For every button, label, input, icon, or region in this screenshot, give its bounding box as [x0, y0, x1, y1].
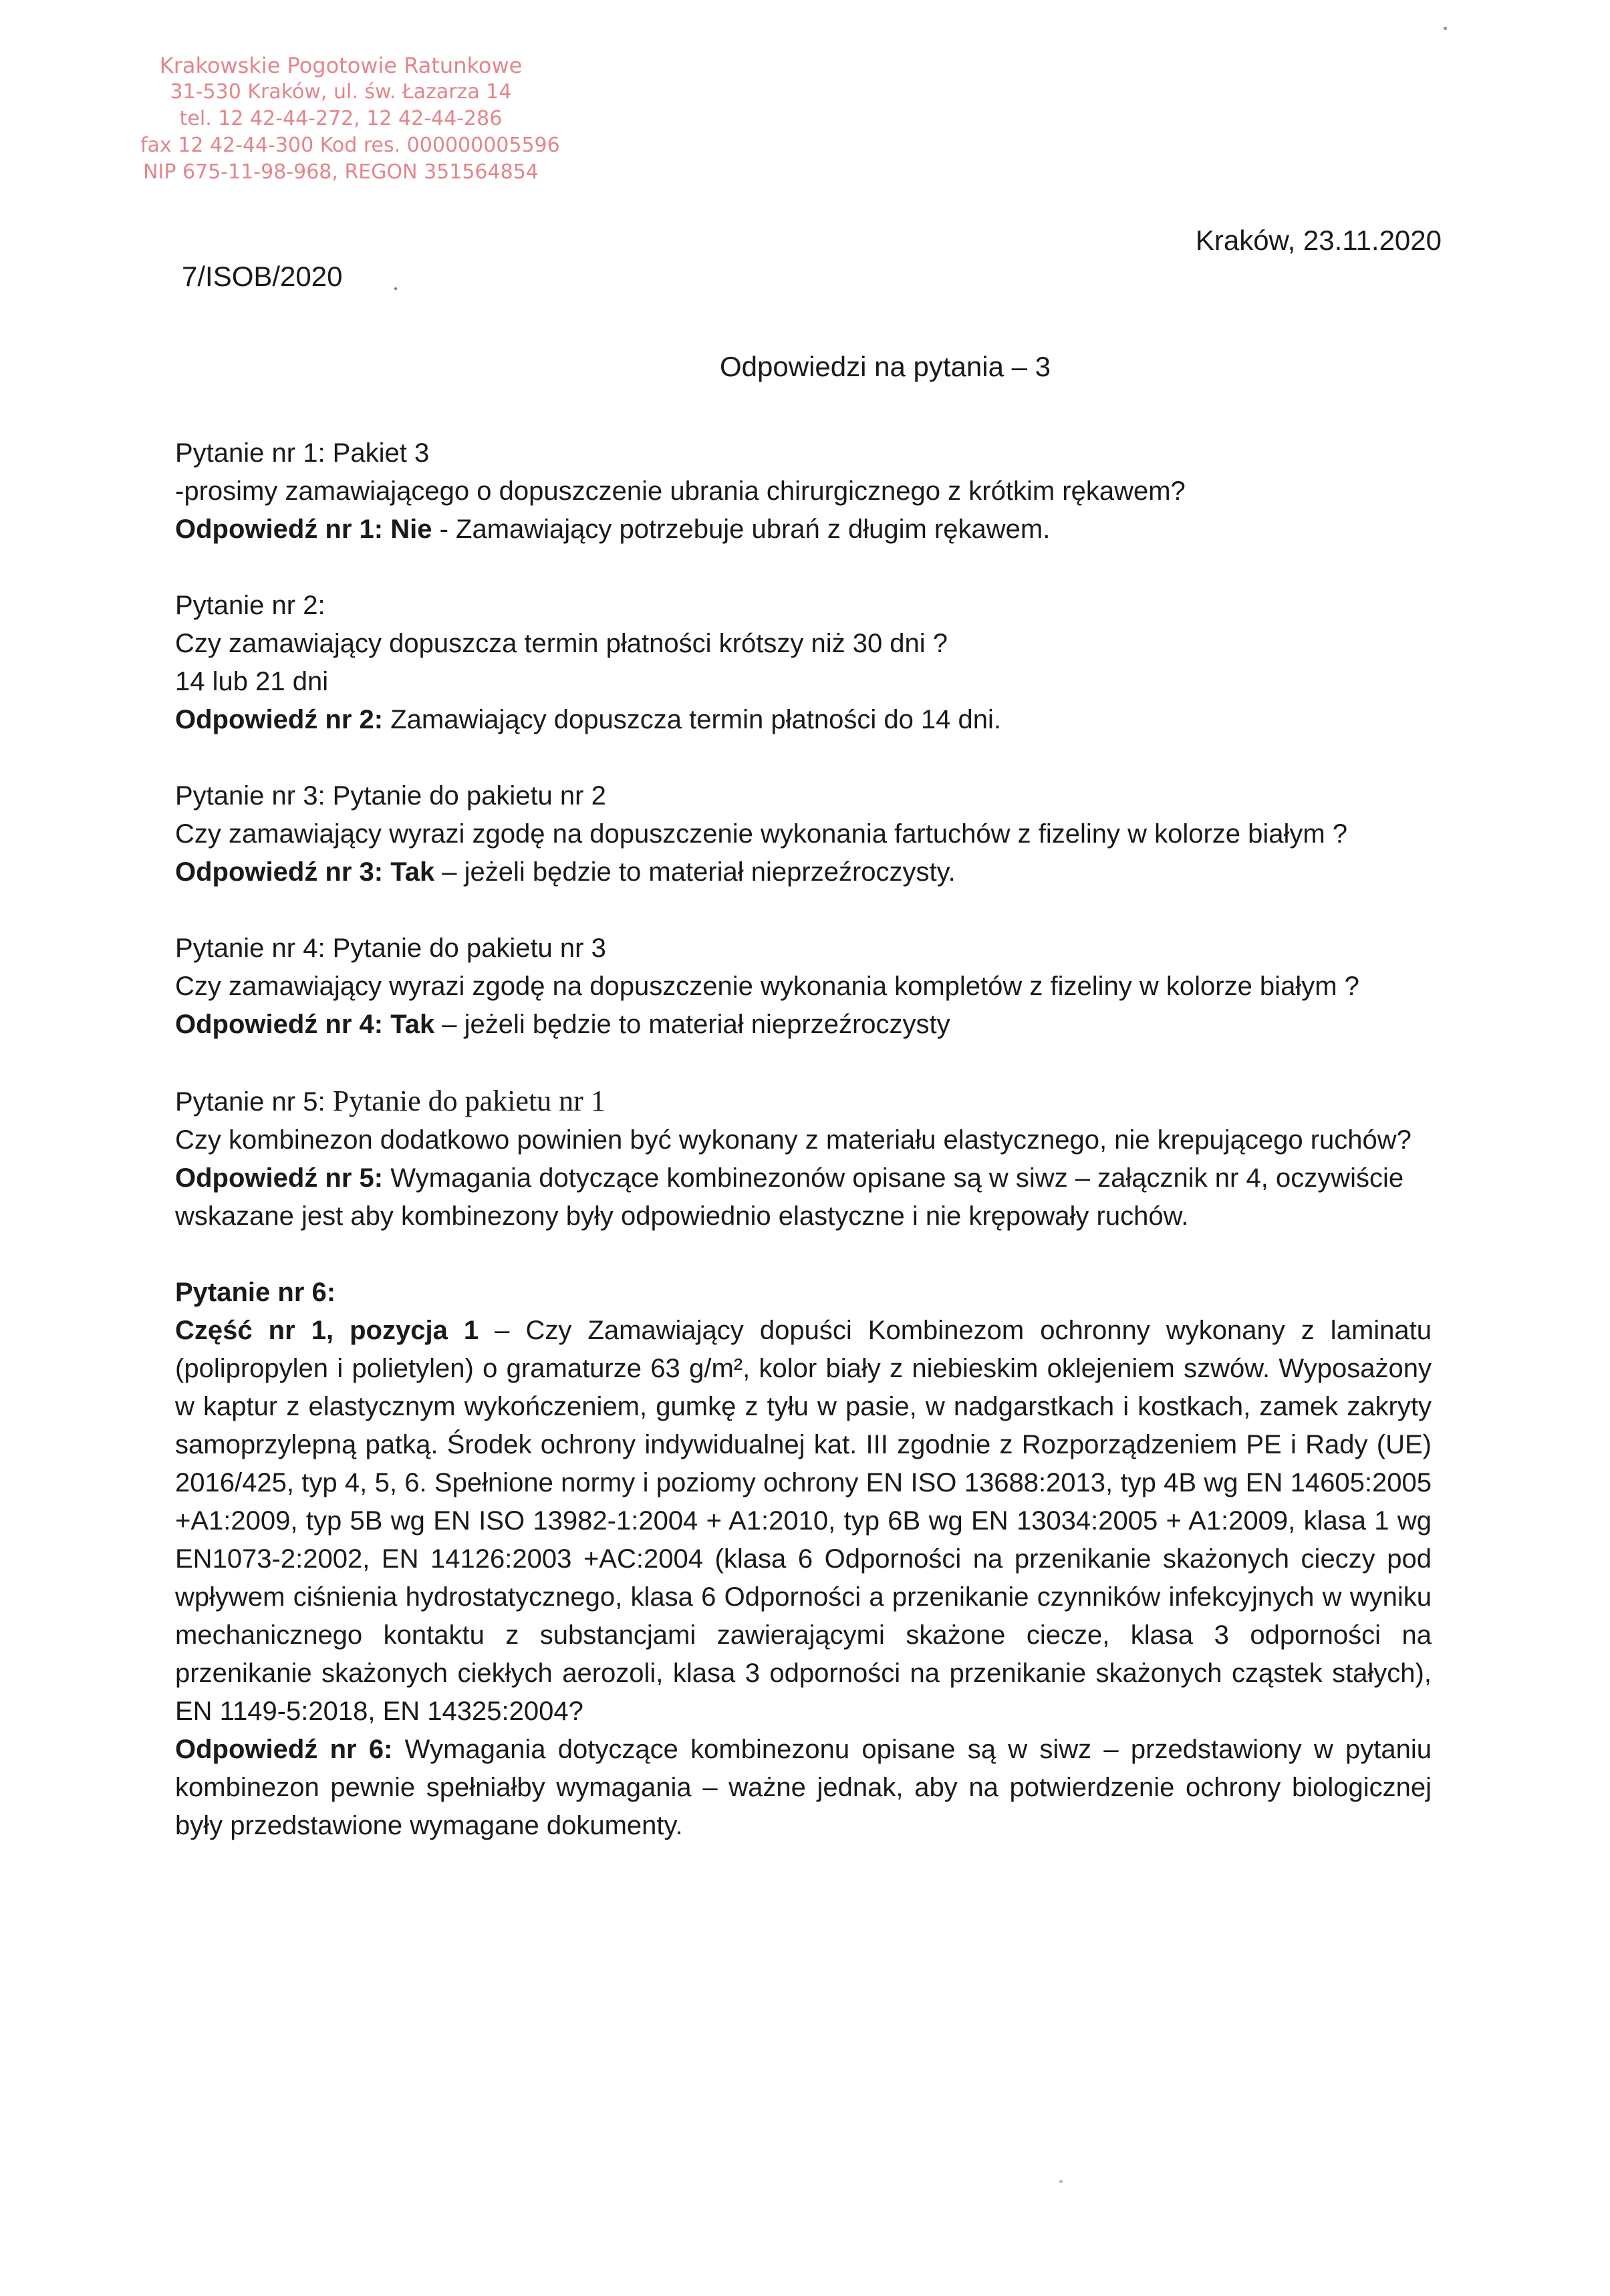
question-heading: Pytanie nr 3: Pytanie do pakietu nr 2 — [175, 781, 606, 811]
question-text: Czy zamawiający dopuszcza termin płatności krótszy niż 30 dni ? — [175, 629, 948, 658]
answer-text: – jeżeli będzie to materiał nieprzeźroczysty — [434, 1010, 950, 1039]
answer-label: Odpowiedź nr 3: Tak — [175, 857, 435, 887]
qa-content — [175, 434, 1432, 1883]
question-heading — [175, 1082, 1432, 1121]
question-body: – Czy Zamawiający dopuści Kombinezom ochronny wykonany z laminatu (polipropylen i polietylen) o gramaturze 63 g/m², kolor biały z niebieskim oklejeniem szwów. Wyposażony w kaptur z elastycznym wykończeniem, gumkę z tyłu w pasie, w nadgarstkach i kostkach, zamek zakryty samoprzylepną patką. Środek ochrony indywidualnej kat. III zgodnie z Rozporządzeniem PE i Rady (UE) 2016/425, typ 4, 5, 6. Spełnione normy i poziomy ochrony EN ISO 13688:2013, typ 4B wg EN 14605:2005 +A1:2009, typ 5B wg EN ISO 13982-1:2004 + A1:2010, typ 6B wg EN 13034:2005 + A1:2009, klasa 1 wg EN1073-2:2002, EN 14126:2003 +AC:2004 (klasa 6 Odporności na przenikanie skażonych cieczy pod wpływem ciśnienia hydrostatycznego, klasa 6 Odporności a przenikanie czynników infekcyjnych w wyniku mechanicznego kontaktu z substancjami zawierającymi skażone ciecze, klasa 3 odporności na przenikanie skażonych ciekłych aerozoli, klasa 3 odporności na przenikanie skażonych cząstek stałych), EN 1149-5:2018, EN 14325:2004? — [175, 1316, 1432, 1726]
answer-label: Odpowiedź nr 6: — [175, 1735, 393, 1764]
answer — [175, 1159, 1432, 1236]
answer — [175, 701, 1432, 739]
qa-item-3 — [175, 777, 1432, 891]
answer — [175, 1006, 1432, 1044]
question-heading: Pytanie nr 6: — [175, 1278, 336, 1307]
answer-text: Wymagania dotyczące kombinezonu opisane są w siwz – przedstawiony w pytaniu kombinezon pewnie spełniałby wymagania – ważne jednak, aby na potwierdzenie ochrony biologicznej były przedstawione wymagane dokumenty. — [175, 1735, 1432, 1840]
answer-text: - Zamawiający potrzebuje ubrań z długim rękawem. — [432, 515, 1051, 544]
question-text: Czy kombinezon dodatkowo powinien być wykonany z materiału elastycznego, nie krepującego ruchów? — [175, 1125, 1412, 1155]
answer — [175, 1731, 1432, 1845]
answer-label: Odpowiedź nr 2: — [175, 705, 384, 734]
question-part-label: Część nr 1, pozycja 1 — [175, 1316, 479, 1345]
scan-speck — [394, 287, 397, 290]
stamp-line-phone: tel. 12 42-44-272, 12 42-44-286 — [179, 107, 503, 130]
answer — [175, 853, 1432, 891]
answer-label: Odpowiedź nr 5: — [175, 1163, 384, 1193]
answer-text: Zamawiający dopuszcza termin płatności do 14 dni. — [383, 705, 1002, 734]
qa-item-5 — [175, 1082, 1432, 1236]
question-text: -prosimy zamawiającego o dopuszczenie ubrania chirurgicznego z krótkim rękawem? — [175, 476, 1186, 506]
question-heading: Pytanie nr 2: — [175, 591, 325, 620]
question-heading-prefix: Pytanie nr 5: — [175, 1087, 333, 1117]
stamp-line-nip-regon: NIP 675-11-98-968, REGON 351564854 — [143, 160, 539, 184]
stamp-line-address: 31-530 Kraków, ul. św. Łazarza 14 — [170, 80, 512, 104]
scan-speck — [1059, 2180, 1063, 2183]
question-heading-serif: Pytanie do pakietu nr 1 — [332, 1085, 606, 1117]
scan-speck — [1444, 27, 1447, 30]
institution-stamp — [140, 52, 560, 186]
stamp-line-org: Krakowskie Pogotowie Ratunkowe — [159, 53, 523, 78]
question-heading: Pytanie nr 1: Pakiet 3 — [175, 438, 430, 468]
answer-label: Odpowiedź nr 1: Nie — [175, 515, 432, 544]
question-heading: Pytanie nr 4: Pytanie do pakietu nr 3 — [175, 934, 606, 963]
answer — [175, 511, 1432, 549]
qa-item-2 — [175, 587, 1432, 739]
document-title: Odpowiedzi na pytania – 3 — [720, 351, 1051, 382]
stamp-line-fax: fax 12 42-44-300 Kod res. 000000005596 — [140, 134, 560, 157]
answer-text: – jeżeli będzie to materiał nieprzeźroczysty. — [434, 857, 956, 887]
document-date: Kraków, 23.11.2020 — [1195, 225, 1442, 256]
qa-item-6 — [175, 1274, 1432, 1845]
document-reference: 7/ISOB/2020 — [182, 261, 343, 292]
answer-label: Odpowiedź nr 4: Tak — [175, 1010, 435, 1039]
question-text: Czy zamawiający wyrazi zgodę na dopuszczenie wykonania fartuchów z fizeliny w kolorze białym ? — [175, 819, 1348, 849]
question-text — [175, 1312, 1432, 1731]
qa-item-4 — [175, 929, 1432, 1044]
question-text-extra: 14 lub 21 dni — [175, 667, 329, 696]
answer-text: Wymagania dotyczące kombinezonów opisane są w siwz – załącznik nr 4, oczywiście wskazane jest aby kombinezony były odpowiednio elastyczne i nie krępowały ruchów. — [175, 1163, 1404, 1231]
question-text: Czy zamawiający wyrazi zgodę na dopuszczenie wykonania kompletów z fizeliny w kolorze białym ? — [175, 972, 1359, 1001]
qa-item-1 — [175, 434, 1432, 549]
